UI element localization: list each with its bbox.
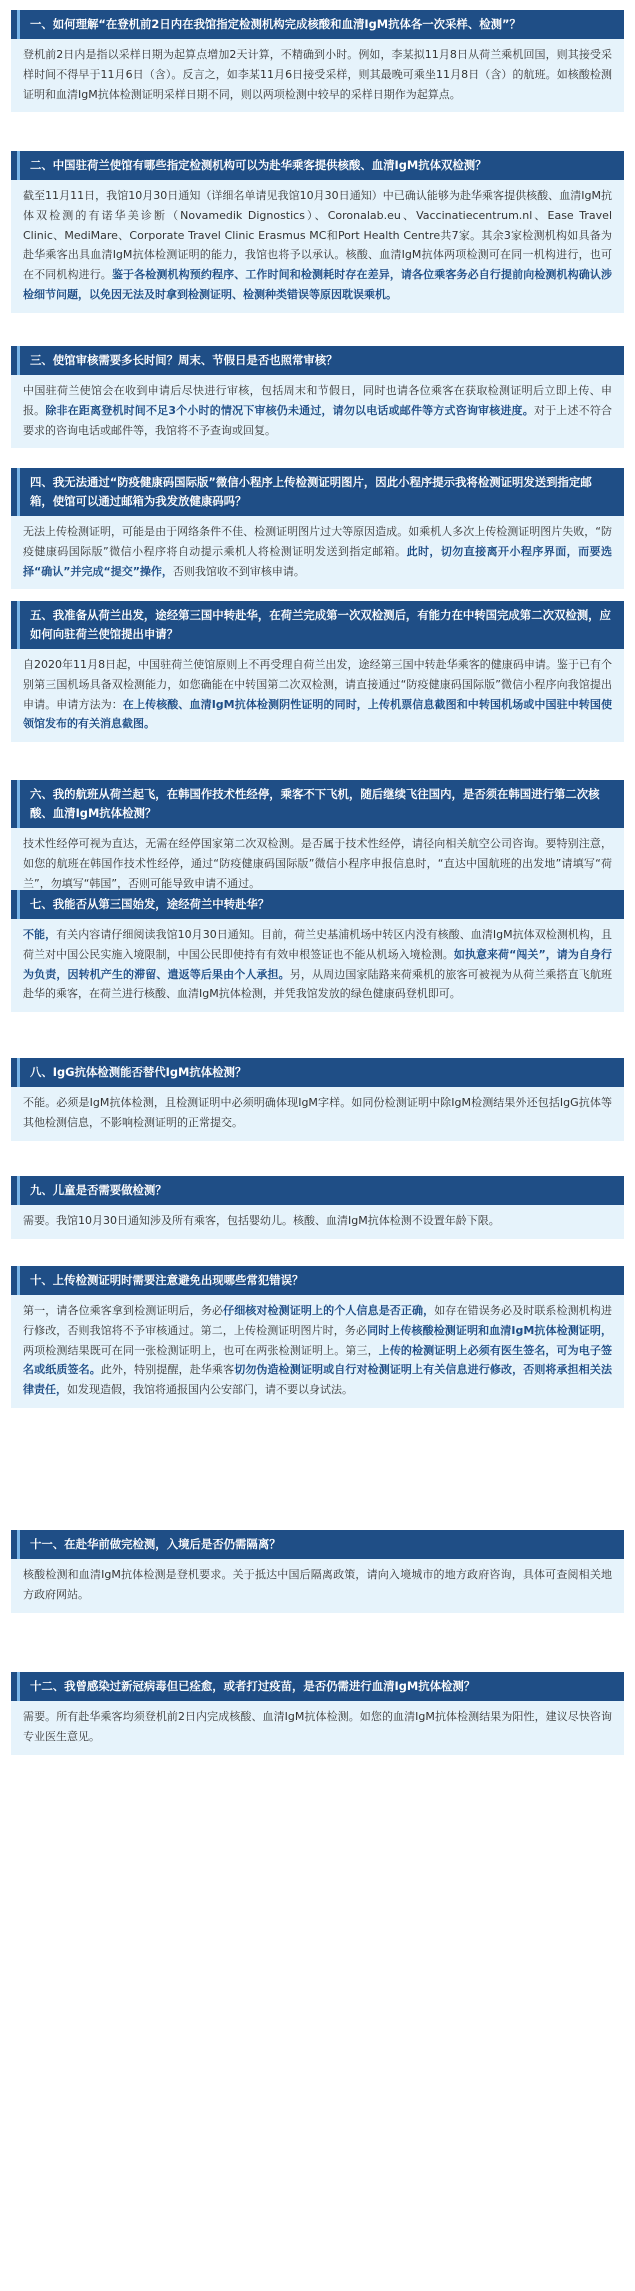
faq-answer [11,1295,624,1408]
faq-answer [11,39,624,112]
answer-text: 另，从周边国家陆路来荷乘机的旅客可被视为从荷兰乘搭直飞航班赴华的乘客，在荷兰进行核酸、血清IgM抗体检测，并凭我馆发放的绿色健康码登机即可。 [23,967,613,1001]
answer-highlight-text: 如执意来荷“闯关”，请为自身行为负责，因转机产生的滞留、遣返等后果由个人承担。 [23,947,612,981]
faq-item [11,468,624,589]
answer-text: 技术性经停可视为直达，无需在经停国家第二次双检测。是否属于技术性经停，请径向相关航空公司咨询。要特别注意，如您的航班在韩国作技术性经停，通过“防疫健康码国际版”微信小程序申报信息时，“直达中国航班的出发地”请填写“荷兰”，勿填写“韩国”，否则可能导致申请不通过。 [23,837,612,890]
answer-text: 两项检测结果既可在同一张检测证明上，也可在两张检测证明上。第三， [23,1343,379,1357]
answer-text: 需要。我馆10月30日通知涉及所有乘客，包括婴幼儿。核酸、血清IgM抗体检测不设置年龄下限。 [23,1214,500,1227]
faq-item [11,10,624,112]
answer-text: 第一，请各位乘客拿到检测证明后，务必 [23,1304,224,1317]
answer-text: 截至11月11日，我馆10月30日通知（详细名单请见我馆10月30日通知）中已确认能够为赴华乘客提供核酸、血清IgM抗体双检测的有诺华美诊断（Novamedik Dignostics）、Coronalab.eu、Vaccinatiecentrum.nl、Ease Travel Clinic、MediMare、Corporate Travel Clinic Erasmus MC和Port Health Centre共7家。其余3家检测机构如具备为赴华乘客出具血清IgM抗体检测证明的能力，我馆也将予以承认。核酸、血清IgM抗体两项检测可在同一机构进行，也可在不同机构进行。 [23,189,612,282]
faq-answer [11,1087,624,1141]
answer-text: 需要。所有赴华乘客均须登机前2日内完成核酸、血清IgM抗体检测。如您的血清IgM抗体检测结果为阳性，建议尽快咨询专业医生意见。 [23,1710,612,1743]
faq-question: 七、我能否从第三国始发，途经荷兰中转赴华？ [11,890,624,919]
answer-highlight-text: 上传的检测证明上必须有医生签名，可为电子签名或纸质签名。 [23,1343,613,1377]
faq-item [11,1672,624,1755]
answer-highlight-text: 在上传核酸、血清IgM抗体检测阴性证明的同时，上传机票信息截图和中转国机场或中国驻中转国使领馆发布的有关消息截图。 [23,697,612,731]
faq-answer [11,919,624,1012]
faq-question: 二、中国驻荷兰使馆有哪些指定检测机构可以为赴华乘客提供核酸、血清IgM抗体双检测？ [11,151,624,180]
faq-item [11,1176,624,1239]
answer-text: 登机前2日内是指以采样日期为起算点增加2天计算，不精确到小时。例如，李某拟11月8日从荷兰乘机回国，则其接受采样时间不得早于11月6日（含）。反言之，如李某11月6日接受采样，则其最晚可乘坐11月8日（含）的航班。如核酸检测证明和血清IgM抗体检测证明采样日期不同，则以两项检测中较早的采样日期作为起算点。 [23,48,612,101]
answer-text: 核酸检测和血清IgM抗体检测是登机要求。关于抵达中国后隔离政策，请向入境城市的地方政府咨询，具体可查阅相关地方政府网站。 [23,1568,612,1601]
answer-text: 如存在错误务必及时联系检测机构进行修改，否则我馆将不予审核通过。第二，上传检测证明图片时，务必 [23,1304,613,1337]
faq-item [11,151,624,313]
faq-question: 六、我的航班从荷兰起飞，在韩国作技术性经停，乘客不下飞机，随后继续飞往国内，是否须在韩国进行第二次核酸、血清IgM抗体检测？ [11,780,624,828]
answer-text: 对于上述不符合要求的咨询电话或邮件等，我馆将不予查询或回复。 [23,403,612,437]
faq-item [11,1530,624,1613]
answer-highlight-text: 切勿伪造检测证明或自行对检测证明上有关信息进行修改，否则将承担相关法律责任， [23,1363,613,1397]
faq-item [11,780,624,901]
answer-text: 中国驻荷兰使馆会在收到申请后尽快进行审核，包括周末和节假日，同时也请各位乘客在获取检测证明后立即上传、申报。 [23,384,612,417]
answer-text: 否则我馆收不到审核申请。 [172,564,305,578]
faq-item [11,346,624,448]
faq-item [11,601,624,742]
faq-question: 十、上传检测证明时需要注意避免出现哪些常犯错误？ [11,1266,624,1295]
faq-answer [11,180,624,313]
answer-highlight-text: 除非在距离登机时间不足3个小时的情况下审核仍未通过，请勿以电话或邮件等方式咨询审核进度。 [45,403,534,417]
answer-highlight-text: 此时，切勿直接离开小程序界面，而要选择“确认”并完成“提交”操作， [23,544,612,578]
faq-answer [11,516,624,589]
faq-answer [11,649,624,742]
faq-question: 四、我无法通过“防疫健康码国际版”微信小程序上传检测证明图片，因此小程序提示我将检测证明发送到指定邮箱，使馆可以通过邮箱为我发放健康码吗？ [11,468,624,516]
faq-question: 八、IgG抗体检测能否替代IgM抗体检测？ [11,1058,624,1087]
faq-answer [11,1701,624,1755]
answer-highlight-text: 仔细核对检测证明上的个人信息是否正确， [223,1304,435,1317]
faq-item [11,1058,624,1141]
answer-highlight-text: 鉴于各检测机构预约程序、工作时间和检测耗时存在差异，请各位乘客务必自行提前向检测机构确认涉检细节问题，以免因无法及时拿到检测证明、检测种类错误等原因耽误乘机。 [23,268,613,301]
answer-highlight-text: 不能， [23,928,57,941]
answer-highlight-text: 同时上传核酸检测证明和血清IgM抗体检测证明， [367,1323,612,1337]
answer-text: 无法上传检测证明，可能是由于网络条件不佳、检测证明图片过大等原因造成。如乘机人多次上传检测证明图片失败，“防疫健康码国际版”微信小程序将自动提示乘机人将检测证明发送到指定邮箱。 [23,525,612,558]
faq-question: 三、使馆审核需要多长时间？周末、节假日是否也照常审核？ [11,346,624,375]
answer-text: 如发现造假，我馆将通报国内公安部门，请不要以身试法。 [67,1383,353,1397]
faq-answer [11,1559,624,1613]
faq-question: 九、儿童是否需要做检测？ [11,1176,624,1205]
faq-answer [11,375,624,448]
faq-question: 一、如何理解“在登机前2日内在我馆指定检测机构完成核酸和血清IgM抗体各一次采样、检测”？ [11,10,624,39]
answer-text: 不能。必须是IgM抗体检测，且检测证明中必须明确体现IgM字样。如同份检测证明中除IgM检测结果外还包括IgG抗体等其他检测信息，不影响检测证明的正常提交。 [23,1096,612,1129]
answer-text: 自2020年11月8日起，中国驻荷兰使馆原则上不再受理自荷兰出发，途经第三国中转赴华乘客的健康码申请。鉴于已有个别第三国机场具备双检测能力，如您确能在中转国第二次双检测，请直接通过“防疫健康码国际版”微信小程序向我馆提出申请。申请方法为： [23,658,612,711]
faq-item [11,1266,624,1408]
faq-question: 十一、在赴华前做完检测，入境后是否仍需隔离？ [11,1530,624,1559]
faq-item [11,890,624,1012]
faq-question: 五、我准备从荷兰出发，途经第三国中转赴华，在荷兰完成第一次双检测后，有能力在中转国完成第二次双检测，应如何向驻荷兰使馆提出申请？ [11,601,624,649]
faq-answer [11,1205,624,1239]
answer-text: 有关内容请仔细阅读我馆10月30日通知。目前，荷兰史基浦机场中转区内没有核酸、血清IgM抗体双检测机构，且荷兰对中国公民实施入境限制，中国公民即使持有有效申根签证也不能从机场入境检测。 [23,928,612,961]
faq-question: 十二、我曾感染过新冠病毒但已痊愈，或者打过疫苗，是否仍需进行血清IgM抗体检测？ [11,1672,624,1701]
answer-text: 此外，特别提醒，赴华乘客 [100,1363,235,1377]
